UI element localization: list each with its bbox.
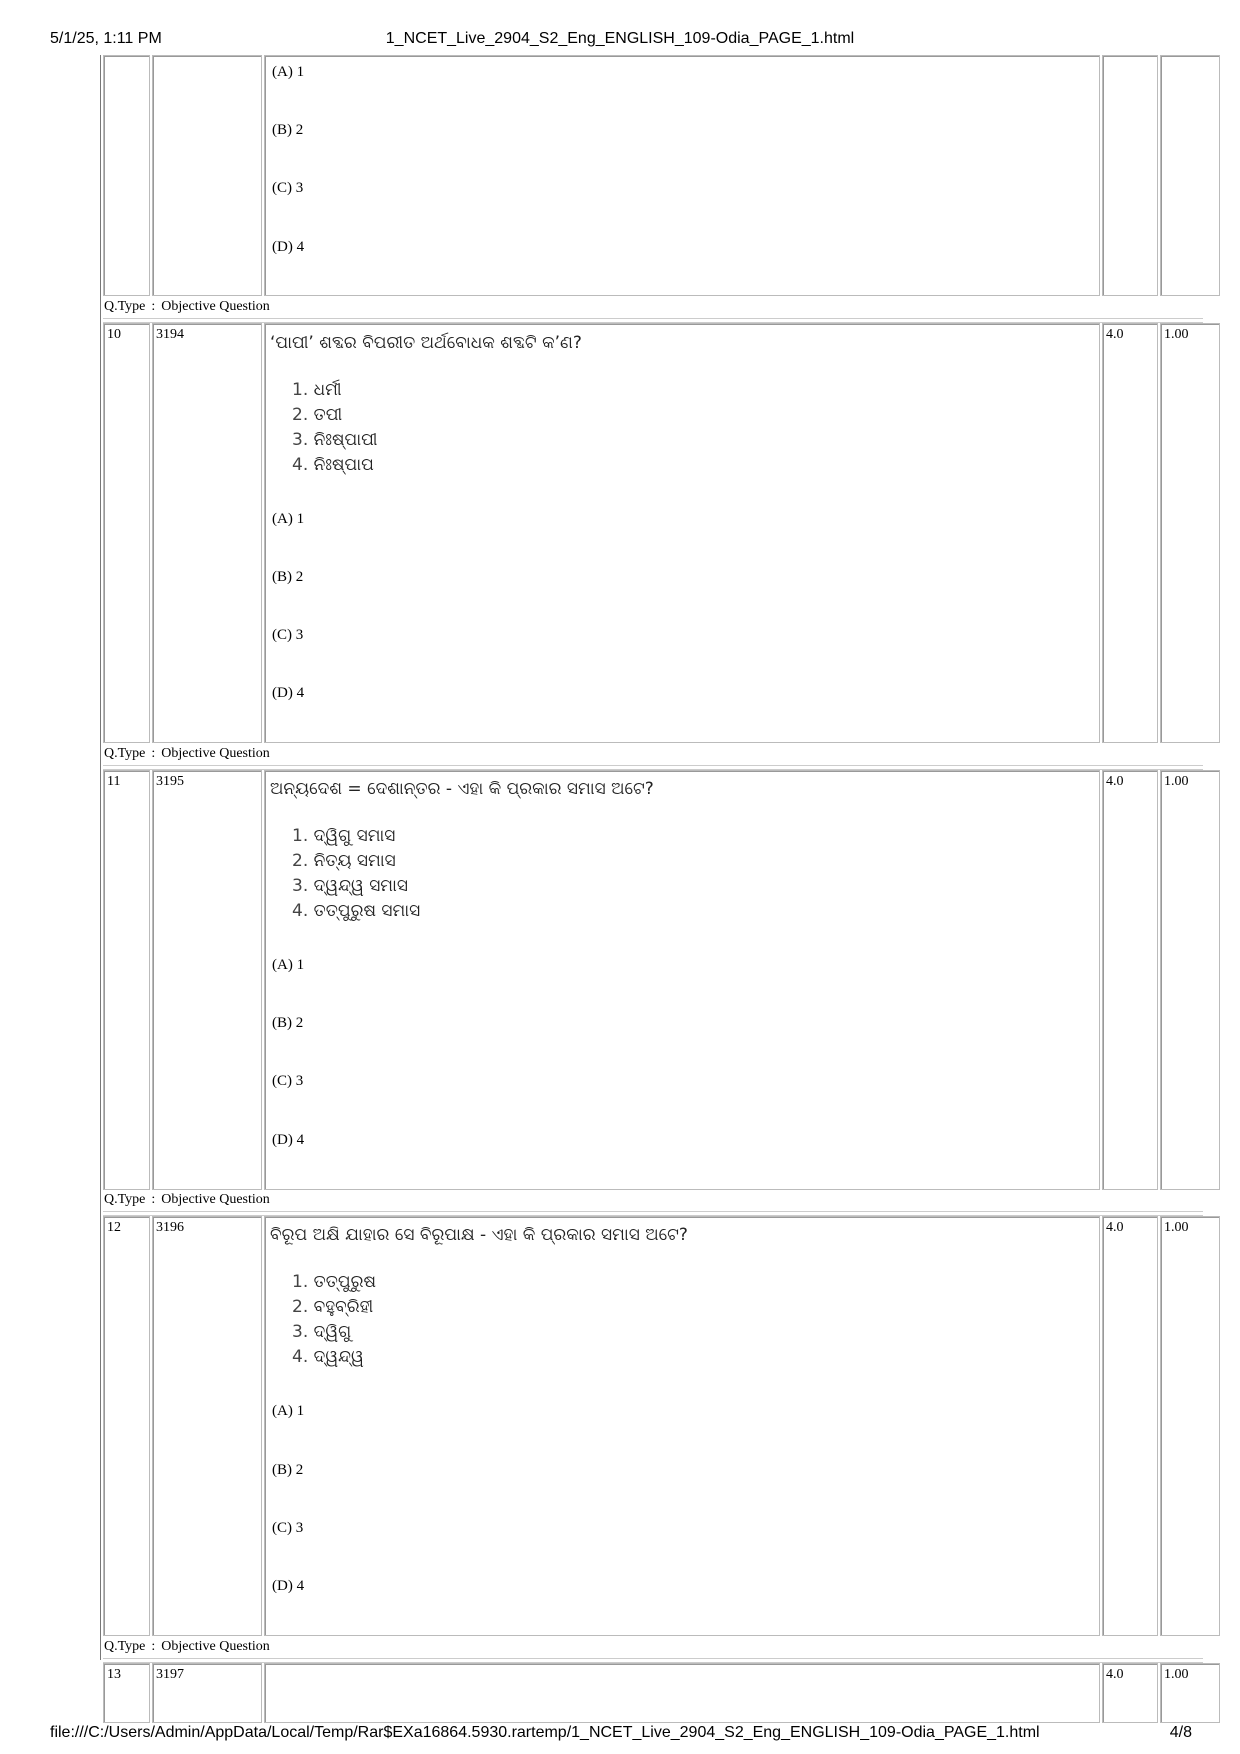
question-text: ବିରୂପ ଅକ୍ଷି ଯାହାର ସେ ବିରୂପାକ୍ଷ - ଏହା କି ପ୍ରକାର ସମାସ ଅଟେ? bbox=[270, 1225, 688, 1245]
q10-answer-d: (D) 4 bbox=[272, 685, 305, 701]
page-number: 4/8 bbox=[1169, 1724, 1192, 1741]
option-list bbox=[292, 824, 420, 924]
option-item: 4. ନିଃଷ୍ପାପ bbox=[292, 455, 374, 475]
qtype-value: Objective Question bbox=[161, 746, 270, 761]
option-item: 3. ନିଃଷ୍ପାପୀ bbox=[292, 430, 378, 450]
q9-negative-cell bbox=[1160, 55, 1220, 296]
qtype-value: Objective Question bbox=[161, 1639, 270, 1654]
question-id: 3196 bbox=[156, 1220, 184, 1235]
qtype-row bbox=[104, 299, 270, 315]
q12-answer-b: (B) 2 bbox=[272, 1462, 304, 1478]
file-path: file:///C:/Users/Admin/AppData/Local/Temp/Rar$EXa16864.5930.rartemp/1_NCET_Live_2904_S2_Eng_ENGLISH_109-Odia_PAGE_1.html bbox=[50, 1724, 1040, 1741]
qtype-row bbox=[104, 1192, 270, 1208]
q11-answer-b: (B) 2 bbox=[272, 1015, 304, 1031]
q9-answer-c: (C) 3 bbox=[272, 180, 304, 196]
option-item: 3. ଦ୍ୱିଗୁ bbox=[292, 1322, 352, 1342]
question-number: 10 bbox=[107, 327, 121, 342]
option-item: 1. ଧର୍ମୀ bbox=[292, 380, 342, 400]
question-negative-marks: 1.00 bbox=[1164, 1667, 1189, 1682]
q13-negative-cell bbox=[1160, 1663, 1220, 1723]
qtype-separator: : bbox=[151, 746, 156, 761]
table-left-border bbox=[100, 55, 101, 1660]
option-item: 1. ଦ୍ୱିଗୁ ସମାସ bbox=[292, 826, 396, 846]
print-title: 1_NCET_Live_2904_S2_Eng_ENGLISH_109-Odia_PAGE_1.html bbox=[385, 30, 855, 47]
q13-body-cell bbox=[264, 1663, 1100, 1723]
option-item: 2. ନିତ୍ୟ ସମାସ bbox=[292, 851, 396, 871]
qtype-label: Q.Type bbox=[104, 746, 146, 761]
question-number: 11 bbox=[107, 774, 121, 789]
question-text: ‘ପାପୀ’ ଶବ୍ଦର ବିପରୀତ ଅର୍ଥବୋଧକ ଶବ୍ଦଟି କ’ଣ? bbox=[270, 333, 582, 353]
q13-number-cell bbox=[103, 1663, 150, 1723]
q12-number-cell bbox=[103, 1216, 150, 1636]
question-negative-marks: 1.00 bbox=[1164, 1220, 1189, 1235]
q10-answer-c: (C) 3 bbox=[272, 627, 304, 643]
option-list bbox=[292, 1270, 376, 1370]
question-number: 12 bbox=[107, 1220, 121, 1235]
question-id: 3197 bbox=[156, 1667, 184, 1682]
q11-negative-cell bbox=[1160, 770, 1220, 1190]
print-date: 5/1/25, 1:11 PM bbox=[50, 30, 162, 47]
q10-negative-cell bbox=[1160, 323, 1220, 743]
question-id: 3195 bbox=[156, 774, 184, 789]
option-item: 4. ତତ୍‌ପୁରୁଷ ସମାସ bbox=[292, 901, 421, 921]
option-list bbox=[292, 378, 378, 478]
q9-body-cell bbox=[264, 55, 1100, 296]
question-number: 13 bbox=[107, 1667, 121, 1682]
q9-id-cell bbox=[152, 55, 262, 296]
qtype-separator: : bbox=[151, 1639, 156, 1654]
q11-number-cell bbox=[103, 770, 150, 1190]
q12-body-cell bbox=[264, 1216, 1100, 1636]
q11-answer-c: (C) 3 bbox=[272, 1073, 304, 1089]
q9-marks-cell bbox=[1102, 55, 1158, 296]
question-text: ଅନ୍ୟଦେଶ = ଦେଶାନ୍ତର - ଏହା କି ପ୍ରକାର ସମାସ ଅଟେ? bbox=[270, 779, 654, 799]
qtype-separator: : bbox=[151, 1192, 156, 1207]
q11-answer-a: (A) 1 bbox=[272, 957, 305, 973]
q12-answer-c: (C) 3 bbox=[272, 1520, 304, 1536]
option-item: 2. ତପୀ bbox=[292, 405, 343, 425]
q13-marks-cell bbox=[1102, 1663, 1158, 1723]
option-item: 4. ଦ୍ୱନ୍ଦ୍ୱ bbox=[292, 1347, 364, 1367]
q12-answer-a: (A) 1 bbox=[272, 1403, 305, 1419]
q10-answer-b: (B) 2 bbox=[272, 569, 304, 585]
q10-body-cell bbox=[264, 323, 1100, 743]
q9-answer-d: (D) 4 bbox=[272, 239, 305, 255]
q11-id-cell bbox=[152, 770, 262, 1190]
qtype-value: Objective Question bbox=[161, 299, 270, 314]
q9-number-cell bbox=[103, 55, 150, 296]
qtype-row bbox=[104, 746, 270, 762]
question-id: 3194 bbox=[156, 327, 184, 342]
question-marks: 4.0 bbox=[1106, 327, 1124, 342]
question-marks: 4.0 bbox=[1106, 1220, 1124, 1235]
question-negative-marks: 1.00 bbox=[1164, 774, 1189, 789]
q12-id-cell bbox=[152, 1216, 262, 1636]
qtype-label: Q.Type bbox=[104, 1192, 146, 1207]
q12-negative-cell bbox=[1160, 1216, 1220, 1636]
qtype-row bbox=[104, 1639, 270, 1655]
qtype-label: Q.Type bbox=[104, 299, 146, 314]
question-marks: 4.0 bbox=[1106, 774, 1124, 789]
q13-id-cell bbox=[152, 1663, 262, 1723]
q9-answer-a: (A) 1 bbox=[272, 64, 305, 80]
q12-marks-cell bbox=[1102, 1216, 1158, 1636]
q10-number-cell bbox=[103, 323, 150, 743]
question-marks: 4.0 bbox=[1106, 1667, 1124, 1682]
question-negative-marks: 1.00 bbox=[1164, 327, 1189, 342]
qtype-separator: : bbox=[151, 299, 156, 314]
q9-answer-b: (B) 2 bbox=[272, 122, 304, 138]
q12-answer-d: (D) 4 bbox=[272, 1578, 305, 1594]
option-item: 2. ବହୁବ୍ରିହୀ bbox=[292, 1297, 374, 1317]
option-item: 1. ତତ୍‌ପୁରୁଷ bbox=[292, 1272, 377, 1292]
q11-answer-d: (D) 4 bbox=[272, 1132, 305, 1148]
q10-id-cell bbox=[152, 323, 262, 743]
qtype-value: Objective Question bbox=[161, 1192, 270, 1207]
q10-marks-cell bbox=[1102, 323, 1158, 743]
qtype-label: Q.Type bbox=[104, 1639, 146, 1654]
q10-answer-a: (A) 1 bbox=[272, 511, 305, 527]
q11-marks-cell bbox=[1102, 770, 1158, 1190]
option-item: 3. ଦ୍ୱନ୍ଦ୍ୱ ସମାସ bbox=[292, 876, 408, 896]
